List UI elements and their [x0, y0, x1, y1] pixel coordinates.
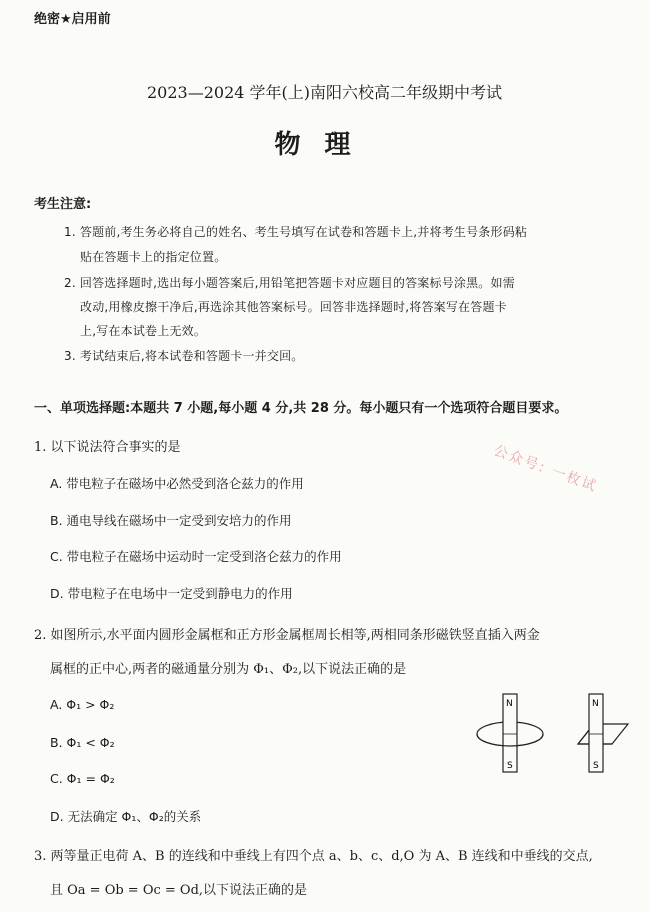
question-2-option-c: C. Φ₁ = Φ₂	[50, 771, 115, 786]
confidential-label: 绝密★启用前	[34, 12, 111, 27]
question-1-option-b: B. 通电导线在磁场中一定受到安培力的作用	[50, 513, 292, 528]
exam-title: 2023—2024 学年(上)南阳六校高二年级期中考试	[146, 83, 502, 102]
magnet-2-north-label: N	[592, 699, 599, 709]
question-2-option-d: D. 无法确定 Φ₁、Φ₂的关系	[50, 809, 202, 824]
section-heading: 一、单项选择题:本题共 7 小题,每小题 4 分,共 28 分。每小题只有一个选项符合题目要求。	[34, 401, 568, 416]
notice-line: 2. 回答选择题时,选出每小题答案后,用铅笔把答题卡对应题目的答案标号涂黑。如需	[64, 276, 515, 290]
question-2-option-a: A. Φ₁ > Φ₂	[50, 697, 115, 712]
magnet-1-south-label: S	[507, 761, 513, 771]
question-2-stem-line1: 2. 如图所示,水平面内圆形金属框和正方形金属框周长相等,两相同条形磁铁竖直插入两金	[34, 628, 540, 643]
question-2-stem-line2: 属框的正中心,两者的磁通量分别为 Φ₁、Φ₂,以下说法正确的是	[50, 662, 407, 677]
notice-line: 1. 答题前,考生务必将自己的姓名、考生号填写在试卷和答题卡上,并将考生号条形码粘	[64, 225, 528, 239]
question-1-stem: 1. 以下说法符合事实的是	[34, 440, 181, 455]
question-1-option-d: D. 带电粒子在电场中一定受到静电力的作用	[50, 586, 293, 601]
notice-line: 改动,用橡皮擦干净后,再选涂其他答案标号。回答非选择题时,将答案写在答题卡	[80, 300, 507, 314]
question-2-option-b: B. Φ₁ < Φ₂	[50, 735, 115, 750]
magnet-2-south-label: S	[593, 761, 599, 771]
question-3-stem-line2: 且 Oa = Ob = Oc = Od,以下说法正确的是	[50, 883, 308, 898]
magnet-1-north-label: N	[506, 699, 513, 709]
notice-line: 3. 考试结束后,将本试卷和答题卡一并交回。	[64, 349, 304, 363]
notice-line: 贴在答题卡上的指定位置。	[80, 250, 227, 264]
question-1-option-c: C. 带电粒子在磁场中运动时一定受到洛仑兹力的作用	[50, 549, 342, 564]
question-3-stem-line1: 3. 两等量正电荷 A、B 的连线和中垂线上有四个点 a、b、c、d,O 为 A、B 连线和中垂线的交点,	[34, 849, 593, 864]
watermark: 公众号: 一枚试	[491, 442, 600, 496]
subject-title: 物理	[274, 130, 375, 160]
magnet-frames-figure	[470, 690, 640, 780]
question-1-option-a: A. 带电粒子在磁场中必然受到洛仑兹力的作用	[50, 476, 304, 491]
notice-line: 上,写在本试卷上无效。	[80, 324, 207, 338]
notice-heading: 考生注意:	[34, 197, 92, 212]
